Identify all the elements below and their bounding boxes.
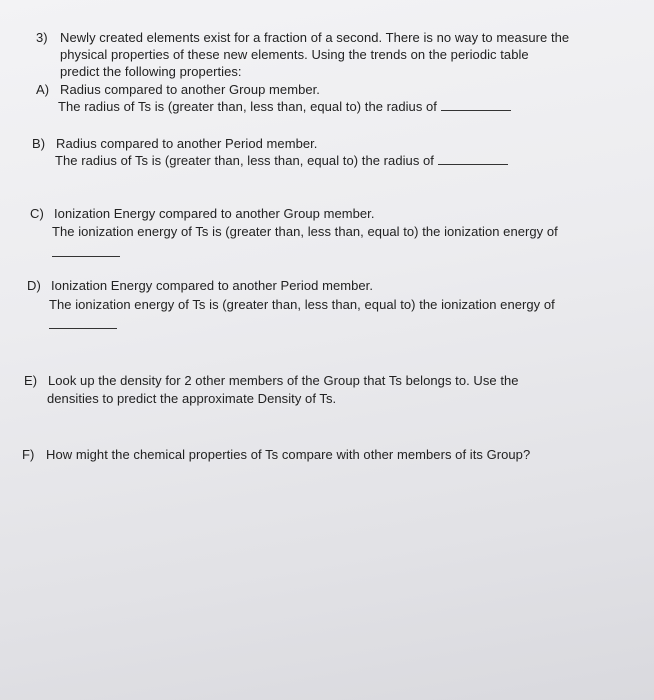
part-a-prompt: The radius of Ts is (greater than, less than, equal to) the radius of bbox=[58, 99, 437, 114]
question-number: 3) bbox=[36, 30, 48, 45]
part-a-prompt-line bbox=[58, 98, 511, 115]
part-a-label: A) bbox=[36, 82, 50, 97]
part-c-answer-blank[interactable] bbox=[52, 256, 120, 257]
part-a-answer-blank[interactable] bbox=[441, 98, 511, 111]
part-b-answer-blank[interactable] bbox=[438, 152, 508, 165]
part-c-prompt: The ionization energy of Ts is (greater than, less than, equal to) the ionization energy of bbox=[52, 224, 558, 239]
part-a-heading: Radius compared to another Group member. bbox=[60, 82, 320, 97]
part-f-text: How might the chemical properties of Ts compare with other members of its Group? bbox=[46, 447, 531, 462]
question-3-line-3: predict the following properties: bbox=[60, 64, 242, 79]
part-c-label: C) bbox=[30, 206, 44, 221]
part-d-heading: Ionization Energy compared to another Period member. bbox=[51, 278, 374, 293]
part-e-line-2: densities to predict the approximate Density of Ts. bbox=[47, 391, 337, 406]
part-a-heading-line bbox=[36, 81, 320, 98]
part-b-label: B) bbox=[32, 136, 46, 151]
part-e-label: E) bbox=[24, 373, 38, 388]
part-e-text-1: Look up the density for 2 other members of the Group that Ts belongs to. Use the bbox=[48, 373, 519, 388]
question-3-line-2: physical properties of these new elements. Using the trends on the periodic table bbox=[60, 47, 529, 62]
part-b-prompt-line bbox=[55, 152, 508, 169]
part-c-heading: Ionization Energy compared to another Group member. bbox=[54, 206, 375, 221]
part-c-heading-line bbox=[30, 205, 375, 222]
part-b-heading: Radius compared to another Period member. bbox=[56, 136, 318, 151]
question-3-text-1: Newly created elements exist for a fraction of a second. There is no way to measure the bbox=[60, 30, 570, 45]
part-b-prompt: The radius of Ts is (greater than, less than, equal to) the radius of bbox=[55, 153, 434, 168]
part-b-heading-line bbox=[32, 135, 317, 152]
part-d-heading-line bbox=[27, 277, 373, 294]
part-f-line bbox=[22, 446, 530, 463]
part-d-prompt: The ionization energy of Ts is (greater than, less than, equal to) the ionization energy of bbox=[49, 297, 555, 312]
question-3-line-1 bbox=[36, 29, 569, 46]
part-f-label: F) bbox=[22, 447, 35, 462]
part-d-answer-blank[interactable] bbox=[49, 328, 117, 329]
part-e-line-1 bbox=[24, 372, 519, 389]
part-d-label: D) bbox=[27, 278, 41, 293]
